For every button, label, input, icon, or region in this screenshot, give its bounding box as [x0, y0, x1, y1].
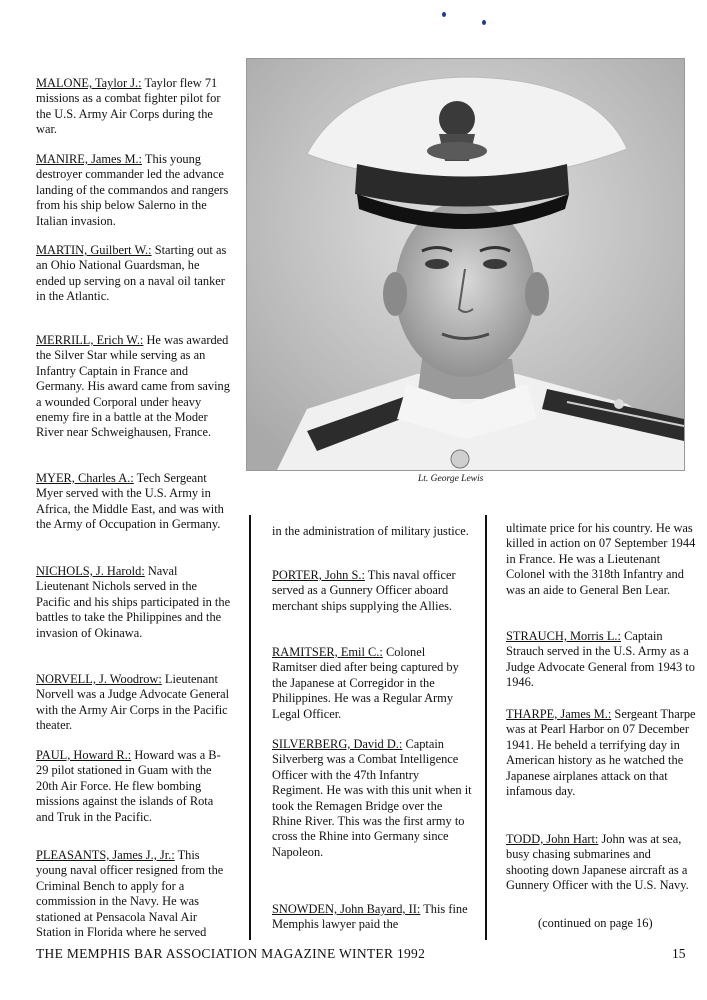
entry-text: He was awarded the Silver Star while serving as an Infantry Captain in France and Germany. His award came from saving a wounded Corporal under heavy enemy fire in a battle at the Moder River near Schweighausen, France.: [36, 333, 230, 440]
entry-text: This fine Memphis lawyer paid the: [272, 902, 468, 932]
entry-snowden-continued: [506, 521, 696, 598]
portrait-photo: [246, 58, 685, 471]
ink-speck: [442, 12, 446, 17]
page-number: 15: [672, 946, 686, 958]
entry-merrill: [36, 333, 232, 441]
entry-text: Lieutenant Norvell was a Judge Advocate General with the Army Air Corps in the Pacific theater.: [36, 672, 230, 733]
entry-name: MARTIN, Guilbert W.:: [36, 243, 152, 257]
entry-norvell: [36, 672, 232, 734]
entry-name: MANIRE, James M.:: [36, 152, 143, 166]
entry-pleasants-continued: [272, 524, 472, 539]
entry-name: THARPE, James M.:: [506, 707, 612, 721]
entry-ramitser: [272, 645, 472, 722]
entry-text: Starting out as an Ohio National Guardsman, he ended up serving on a naval oil tanker in the Atlantic.: [36, 243, 227, 304]
entry-text: Tech Sergeant Myer served with the U.S. Army in Africa, the Middle East, and was with the Army of Occupation in Germany.: [36, 471, 224, 532]
magazine-footer: THE MEMPHIS BAR ASSOCIATION MAGAZINE WINTER 1992: [36, 946, 426, 961]
entry-text: Colonel Ramitser died after being captured by the Japanese at Corregidor in the Philippines. He was a Regular Army Legal Officer.: [272, 645, 459, 721]
entry-name: MALONE, Taylor J.:: [36, 76, 142, 90]
officer-portrait-image: [247, 59, 684, 470]
entry-text: This young destroyer commander led the advance landing of the commandos and rangers from his ship below Salerno in the Italian invasion.: [36, 152, 229, 228]
photo-caption: Lt. George Lewis: [418, 474, 484, 484]
entry-myer: [36, 471, 232, 533]
entry-text: Taylor flew 71 missions as a combat fighter pilot for the U.S. Army Air Corps during the war.: [36, 76, 221, 137]
entry-martin: [36, 243, 232, 305]
entry-name: STRAUCH, Morris L.:: [506, 629, 621, 643]
entry-name: MYER, Charles A.:: [36, 471, 134, 485]
entry-text: Naval Lieutenant Nichols served in the Pacific and his ships participated in the battles to take the Philippines and the invasion of Okinawa.: [36, 564, 231, 640]
entry-name: RAMITSER, Emil C.:: [272, 645, 383, 659]
continued-note: (continued on page 16): [538, 916, 653, 930]
entry-tharpe: [506, 707, 696, 799]
entry-text: ultimate price for his country. He was killed in action on 07 September 1944 in France. He was a Lieutenant Colonel with the 318th Infantry and was an aide to General Ben Lear.: [506, 521, 696, 597]
entry-porter: [272, 568, 472, 614]
entry-text: Howard was a B-29 pilot stationed in Guam with the 20th Air Force. He flew bombing missions against the islands of Rota and Truk in the Pacific.: [36, 748, 221, 824]
entry-strauch: [506, 629, 696, 691]
entry-silverberg: [272, 737, 472, 860]
entry-malone: [36, 76, 232, 138]
entry-name: PLEASANTS, James J., Jr.:: [36, 848, 175, 862]
entry-text: Captain Silverberg was a Combat Intelligence Officer with the 47th Infantry Regiment. He was with this unit when it took the Remagen Bridge over the Rhine River. This was the first army to cross the Rhine into Germany since Napoleon.: [272, 737, 472, 859]
entry-name: PAUL, Howard R.:: [36, 748, 132, 762]
ink-speck: [482, 20, 486, 25]
entry-text: Sergeant Tharpe was at Pearl Harbor on 07 December 1941. He beheld a terrifying day in American history as he watched the Japanese airplanes attack on that infamous day.: [506, 707, 696, 799]
column-divider: [249, 515, 251, 940]
entry-manire: [36, 152, 232, 229]
entry-text: This naval officer served as a Gunnery Officer aboard merchant ships supplying the Allies.: [272, 568, 456, 613]
entry-pleasants: [36, 848, 232, 940]
entry-name: PORTER, John S.:: [272, 568, 365, 582]
entry-name: NORVELL, J. Woodrow:: [36, 672, 162, 686]
entry-text: Captain Strauch served in the U.S. Army as a Judge Advocate General from 1943 to 1946.: [506, 629, 695, 690]
entry-todd: [506, 832, 696, 894]
entry-snowden: [272, 902, 472, 933]
entry-text: John was at sea, busy chasing submarines and shooting down Japanese aircraft as a Gunnery Officer with the U.S. Navy.: [506, 832, 689, 893]
entry-name: SNOWDEN, John Bayard, II:: [272, 902, 421, 916]
entry-nichols: [36, 564, 232, 641]
entry-name: MERRILL, Erich W.:: [36, 333, 144, 347]
entry-text: This young naval officer resigned from the Criminal Bench to apply for a commission in the Navy. He was stationed at Pensacola Naval Air Station in Florida where he served: [36, 848, 224, 940]
entry-name: SILVERBERG, David D.:: [272, 737, 403, 751]
entry-name: TODD, John Hart:: [506, 832, 599, 846]
entry-name: NICHOLS, J. Harold:: [36, 564, 145, 578]
entry-text: in the administration of military justice.: [272, 524, 469, 538]
column-divider: [485, 515, 487, 940]
entry-paul: [36, 748, 232, 825]
